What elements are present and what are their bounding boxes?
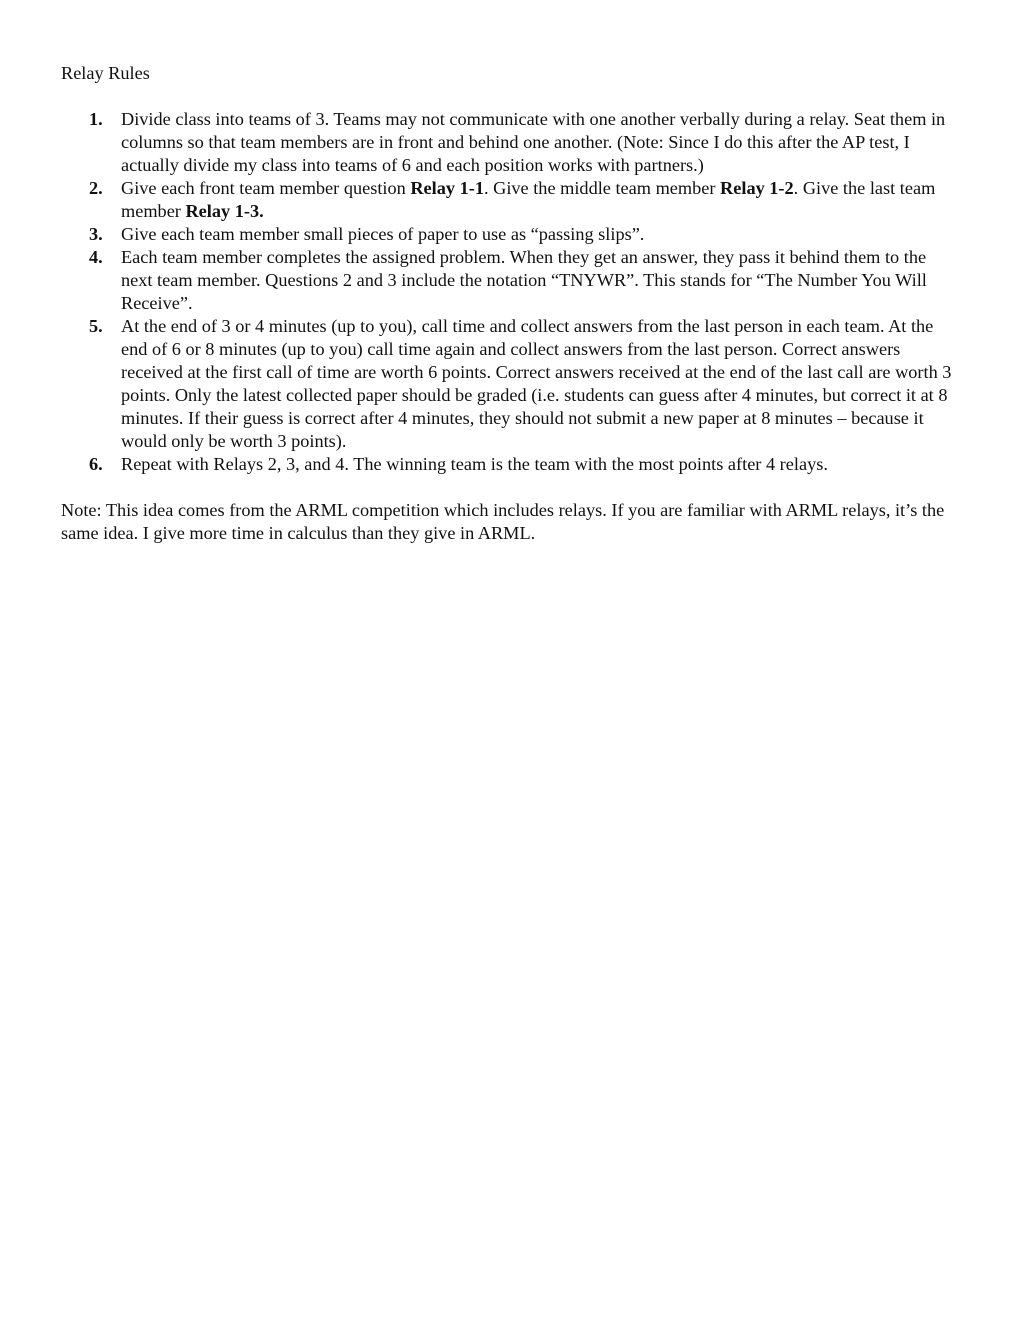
rule-number: 1. [89, 109, 103, 129]
rule-text-part: . Give the last team member [121, 178, 936, 221]
note-paragraph: Note: This idea comes from the ARML competition which includes relays. If you are familiar with ARML relays, it’s the same idea. I give more time in calculus than they give in ARML. [61, 500, 945, 543]
rules-list [61, 108, 961, 476]
rule-number: 6. [89, 454, 103, 474]
rule-item-2 [61, 177, 961, 223]
rule-text: At the end of 3 or 4 minutes (up to you), call time and collect answers from the last person in each team. At the end of 6 or 8 minutes (up to you) call time again and collect answers from the last person. Correct answers received at the first call of time are worth 6 points. Correct answers received at the end of the last call are worth 3 points. Only the latest collected paper should be graded (i.e. students can guess after 4 minutes, but correct it at 8 minutes. If their guess is correct after 4 minutes, they should not submit a new paper at 8 minutes – because it would only be worth 3 points). [121, 316, 952, 451]
rule-text: Give each team member small pieces of paper to use as “passing slips”. [121, 224, 645, 244]
relay-1-2-label: Relay 1-2 [720, 178, 794, 198]
document-page [61, 62, 961, 545]
rule-text: Divide class into teams of 3. Teams may not communicate with one another verbally during a relay. Seat them in columns so that team members are in front and behind one another. (Note: Since I do this after the AP test, I actually divide my class into teams of 6 and each position works with partners.) [121, 109, 946, 175]
rule-number: 4. [89, 247, 103, 267]
relay-1-3-label: Relay 1-3. [185, 201, 264, 221]
rule-number: 3. [89, 224, 103, 244]
rule-item-5 [61, 315, 961, 453]
document-title: Relay Rules [61, 63, 150, 83]
rule-text: Repeat with Relays 2, 3, and 4. The winning team is the team with the most points after 4 relays. [121, 454, 828, 474]
relay-1-1-label: Relay 1-1 [410, 178, 484, 198]
rule-item-6 [61, 453, 961, 476]
rule-text: Each team member completes the assigned problem. When they get an answer, they pass it behind them to the next team member. Questions 2 and 3 include the notation “TNYWR”. This stands for “The Number You Will Receive”. [121, 247, 927, 313]
rule-number: 5. [89, 316, 103, 336]
rule-item-4 [61, 246, 961, 315]
rule-text-part: . Give the middle team member [483, 178, 721, 198]
rule-number: 2. [89, 178, 103, 198]
rule-item-3 [61, 223, 961, 246]
rule-item-1 [61, 108, 961, 177]
rule-text-part: Give each front team member question [121, 178, 411, 198]
